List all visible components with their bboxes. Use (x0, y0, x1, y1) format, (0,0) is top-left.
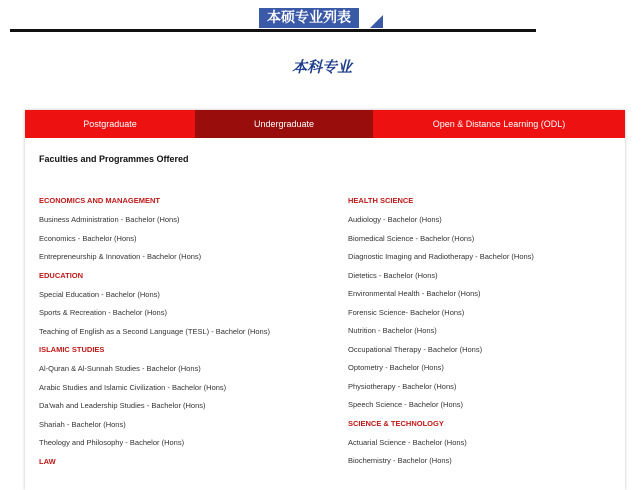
tab-bar (25, 110, 625, 138)
programme-link[interactable]: Nutrition - Bachelor (Hons) (348, 326, 437, 335)
programme-item (348, 248, 534, 267)
programme-link[interactable]: Biochemistry - Bachelor (Hons) (348, 456, 452, 465)
programme-item (348, 452, 534, 471)
programme-item (348, 304, 534, 323)
programme-link[interactable]: Economics - Bachelor (Hons) (39, 233, 137, 243)
programme-item (348, 359, 534, 378)
programme-link[interactable]: Da'wah and Leadership Studies - Bachelor (Hons) (39, 401, 206, 410)
faculty-heading: ECONOMICS AND MANAGEMENT (39, 196, 160, 205)
programme-link[interactable]: Special Education - Bachelor (Hons) (39, 289, 160, 299)
programme-item (39, 360, 270, 379)
programme-link[interactable]: Business Administration - Bachelor (Hons) (39, 215, 180, 224)
faculty-heading: ISLAMIC STUDIES (39, 345, 105, 354)
programme-link[interactable]: Al-Quran & Al-Sunnah Studies - Bachelor (Hons) (39, 364, 201, 373)
tab-postgraduate[interactable]: Postgraduate (83, 119, 137, 129)
programme-item (348, 378, 534, 397)
tab-odl[interactable]: Open & Distance Learning (ODL) (432, 119, 566, 129)
programme-panel (25, 110, 625, 490)
programme-item (39, 379, 270, 398)
programme-item (348, 267, 534, 286)
faculty-heading: LAW (39, 456, 56, 466)
programme-link[interactable]: Arabic Studies and Islamic Civilization - Bachelor (Hons) (39, 382, 227, 392)
programme-link[interactable]: Teaching of English as a Second Language (TESL) - Bachelor (Hons) (39, 326, 270, 336)
programme-link[interactable]: Diagnostic Imaging and Radiotherapy - Bachelor (Hons) (348, 252, 534, 261)
faculty-heading: EDUCATION (39, 270, 84, 280)
programme-item (39, 211, 270, 230)
programme-link[interactable]: Occupational Therapy - Bachelor (Hons) (348, 344, 483, 354)
programme-link[interactable]: Sports & Recreation - Bachelor (Hons) (39, 308, 167, 317)
programme-link[interactable]: Theology and Philosophy - Bachelor (Hons) (39, 438, 185, 447)
right-column (348, 192, 534, 471)
programme-link[interactable]: Actuarial Science - Bachelor (Hons) (348, 437, 467, 447)
left-column (39, 192, 270, 472)
page-subtitle: 本科专业 (291, 58, 352, 76)
faculty-heading: HEALTH SCIENCE (348, 196, 414, 205)
section-title: Faculties and Programmes Offered (39, 154, 189, 164)
programme-item (39, 286, 270, 305)
programme-link[interactable]: Environmental Health - Bachelor (Hons) (348, 289, 481, 298)
programme-item (348, 396, 534, 415)
programme-item (348, 285, 534, 304)
programme-link[interactable]: Forensic Science- Bachelor (Hons) (348, 307, 465, 317)
programme-item (39, 323, 270, 342)
programme-link[interactable]: Optometry - Bachelor (Hons) (348, 363, 444, 372)
programme-item (348, 211, 534, 230)
programme-link[interactable]: Entrepreneurship & Innovation - Bachelor (Hons) (39, 252, 202, 261)
faculty-heading: SCIENCE & TECHNOLOGY (348, 418, 444, 428)
programme-link[interactable]: Physiotherapy - Bachelor (Hons) (348, 381, 457, 391)
programme-item (348, 434, 534, 453)
title-tag-corner (370, 15, 383, 28)
programme-item (39, 248, 270, 267)
programme-link[interactable]: Shariah - Bachelor (Hons) (39, 419, 126, 429)
programme-link[interactable]: Audiology - Bachelor (Hons) (348, 215, 442, 224)
programme-item (348, 341, 534, 360)
programme-item (39, 230, 270, 249)
programme-link[interactable]: Speech Science - Bachelor (Hons) (348, 400, 464, 409)
tab-undergraduate[interactable]: Undergraduate (195, 110, 373, 138)
programme-item (348, 230, 534, 249)
header-rule (10, 29, 536, 32)
programme-item (39, 434, 270, 453)
programme-item (39, 397, 270, 416)
programme-item (39, 416, 270, 435)
programme-item (39, 304, 270, 323)
page-title: 本硕专业列表 (259, 8, 359, 28)
programme-link[interactable]: Biomedical Science - Bachelor (Hons) (348, 233, 475, 243)
programme-link[interactable]: Dietetics - Bachelor (Hons) (348, 270, 438, 280)
programme-item (348, 322, 534, 341)
